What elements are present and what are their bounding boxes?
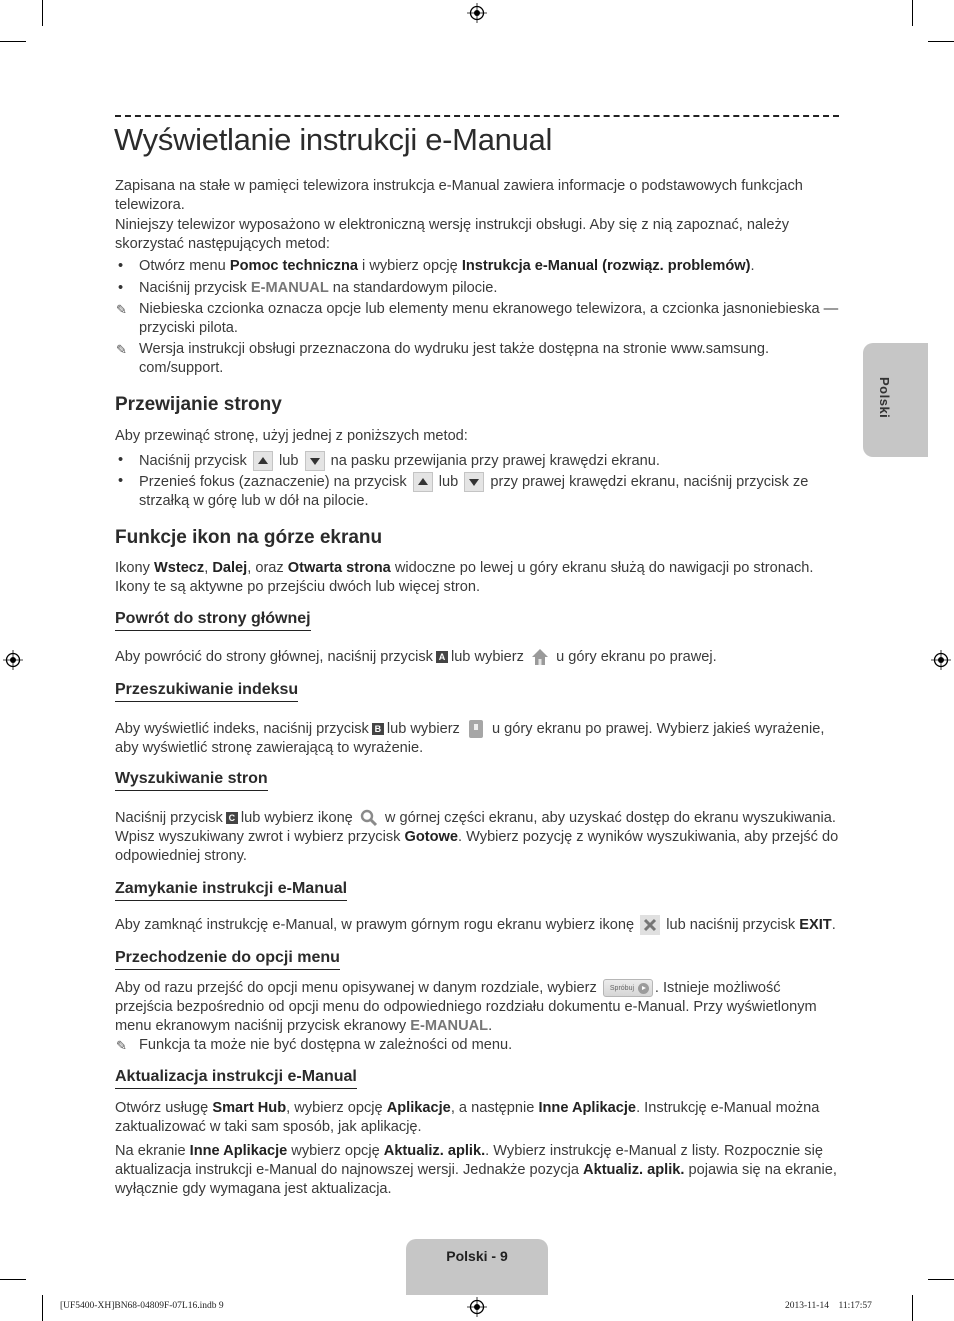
note-pencil-icon: ✎ <box>116 342 127 357</box>
section-heading: Przewijanie strony <box>115 394 282 415</box>
note-text: Funkcja ta może nie być dostępna w zależności od menu. <box>139 1037 513 1053</box>
crop-mark <box>928 41 954 42</box>
language-side-tab <box>863 343 928 457</box>
bullet-marker: • <box>118 280 124 296</box>
registration-mark-icon <box>467 1297 487 1317</box>
bullet-marker: • <box>118 452 124 468</box>
subsection-heading: Przeszukiwanie indeksu <box>115 680 298 702</box>
note-pencil-icon: ✎ <box>116 302 127 317</box>
scroll-up-arrow-icon <box>253 451 273 471</box>
close-icon <box>640 915 660 935</box>
list-item: Otwórz menu Pomoc techniczna i wybierz opcję Instrukcja e-Manual (rozwiąz. problemów). <box>139 258 755 274</box>
subsection-heading: Powrót do strony głównej <box>115 609 311 631</box>
intro-paragraph: Niniejszy telewizor wyposażono w elektroniczną wersję instrukcji obsługi. Aby się z nią zapoznać, należy skorzystać następujących metod: <box>115 217 790 252</box>
registration-mark-icon <box>3 650 23 670</box>
bullet-marker: • <box>118 258 124 274</box>
section-paragraph: Aby wyświetlić indeks, naciśnij przycisk B lub wybierz u góry ekranu po prawej. Wybierz jakieś wyrażenie, aby wyświetlić stronę zawierającą to wyrażenie. <box>115 720 825 756</box>
list-item: Naciśnij przycisk lub na pasku przewijania przy prawej krawędzi ekranu. <box>139 451 839 471</box>
section-paragraph: Ikony Wstecz, Dalej, oraz Otwarta strona widoczne po lewej u góry ekranu służą do nawigacji po stronach. Ikony te są aktywne po przejściu dwóch lub więcej stron. <box>115 560 814 595</box>
note-pencil-icon: ✎ <box>116 1038 127 1053</box>
crop-mark <box>0 1279 26 1280</box>
subsection-heading: Przechodzenie do opcji menu <box>115 948 340 970</box>
crop-mark <box>0 41 26 42</box>
remote-key-a: A <box>436 651 448 663</box>
try-now-button: Spróbuj <box>603 979 653 997</box>
subsection-heading: Wyszukiwanie stron <box>115 769 268 791</box>
language-label: Polski <box>877 377 892 419</box>
remote-key-c: C <box>226 812 238 824</box>
crop-mark <box>42 0 43 26</box>
section-paragraph: Otwórz usługę Smart Hub, wybierz opcję Aplikacje, a następnie Inne Aplikacje. Instrukcję e-Manual można zaktualizować w taki sam sposób, jak aplikację. <box>115 1100 820 1135</box>
section-paragraph: Na ekranie Inne Aplikacje wybierz opcję Aktualiz. aplik.. Wybierz instrukcję e-Manual z listy. Rozpocznie się aktualizacja instrukcji e-Manual do najnowszej wersji. Jednakże pozycja Aktualiz. aplik. pojawia się na ekranie, wyłącznie gdy wymagana jest aktualizacja. <box>115 1143 837 1197</box>
registration-mark-icon <box>931 650 951 670</box>
note-text: Niebieska czcionka oznacza opcje lub elementy menu ekranowego telewizora, a czcionka jasnoniebieska — przyciski pilota. <box>139 301 839 336</box>
print-timestamp: 2013-11-14 11:17:57 <box>785 1301 872 1311</box>
section-heading: Funkcje ikon na górze ekranu <box>115 527 383 548</box>
home-icon <box>530 647 550 667</box>
print-file-info: [UF5400-XH]BN68-04809F-07L16.indb 9 <box>60 1301 224 1311</box>
intro-paragraph: Zapisana na stałe w pamięci telewizora instrukcja e-Manual zawiera informacje o podstawowych funkcjach telewizora. <box>115 178 803 213</box>
crop-mark <box>928 1279 954 1280</box>
play-icon <box>638 983 649 994</box>
crop-mark <box>42 1295 43 1321</box>
list-item: Naciśnij przycisk E-MANUAL na standardowym pilocie. <box>139 280 498 296</box>
search-icon <box>359 808 379 828</box>
list-item: Przenieś fokus (zaznaczenie) na przycisk lub przy prawej krawędzi ekranu, naciśnij przycisk ze strzałką w górę lub w dół na pilocie. <box>139 473 809 509</box>
bullet-marker: • <box>118 473 124 489</box>
section-paragraph: Aby zamknąć instrukcję e-Manual, w prawym górnym rogu ekranu wybierz ikonę lub naciśnij przycisk EXIT. <box>115 915 839 935</box>
subsection-heading: Zamykanie instrukcji e-Manual <box>115 879 347 901</box>
section-paragraph: Naciśnij przycisk C lub wybierz ikonę w górnej części ekranu, aby uzyskać dostęp do ekranu wyszukiwania. Wpisz wyszukiwany zwrot i wybierz przycisk Gotowe. Wybierz pozycję z wyników wyszukiwania, aby przejść do odpowiedniej strony. <box>115 809 839 864</box>
section-paragraph: Aby powrócić do strony głównej, naciśnij przycisk A lub wybierz u góry ekranu po prawej. <box>115 647 839 667</box>
section-paragraph: Aby przewinąć stronę, użyj jednej z poniższych metod: <box>115 428 468 444</box>
scroll-down-arrow-icon <box>305 451 325 471</box>
page-number-tab <box>406 1239 548 1295</box>
section-paragraph: Aby od razu przejść do opcji menu opisywanej w danym rozdziale, wybierz Spróbuj . Istnieje możliwość przejścia bezpośrednio od opcji menu do odpowiedniego rozdziału dokumentu e-Manual. Przy wyświetlonym menu ekranowym naciśnij przycisk ekranowy E-MANUAL. <box>115 980 817 1034</box>
remote-key-b: B <box>372 723 384 735</box>
title-rule <box>115 115 839 117</box>
registration-mark-icon <box>467 3 487 23</box>
page-number: Polski - 9 <box>446 1248 508 1264</box>
index-icon <box>466 719 486 739</box>
crop-mark <box>912 0 913 26</box>
subsection-heading: Aktualizacja instrukcji e-Manual <box>115 1067 357 1089</box>
page-title: Wyświetlanie instrukcji e-Manual <box>114 122 553 157</box>
crop-mark <box>912 1295 913 1321</box>
scroll-down-arrow-icon <box>464 472 484 492</box>
note-text: Wersja instrukcji obsługi przeznaczona do wydruku jest także dostępna na stronie www.samsung. com/support. <box>139 341 770 376</box>
scroll-up-arrow-icon <box>413 472 433 492</box>
